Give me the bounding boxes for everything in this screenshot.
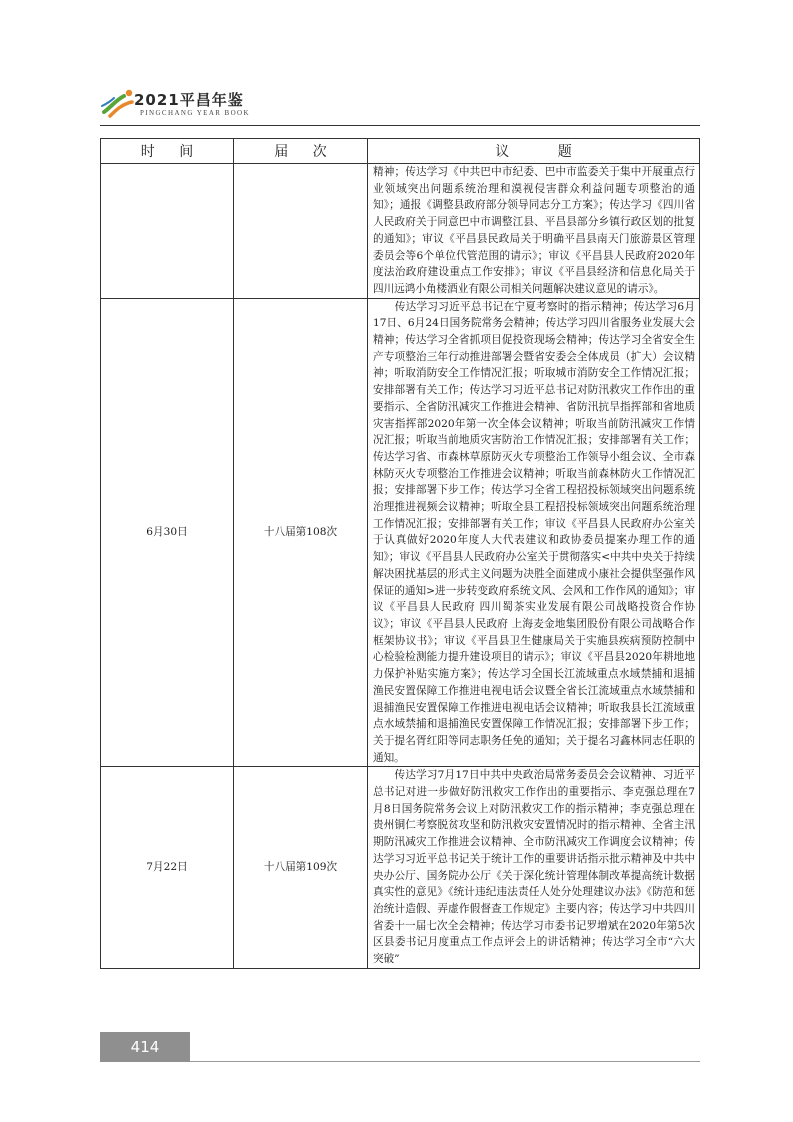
page-number: 414: [100, 1032, 190, 1062]
column-header-session: 届 次: [234, 139, 368, 164]
page-footer: [100, 1032, 700, 1062]
row-date: 6月30日: [101, 298, 234, 767]
row-date: 7月22日: [101, 767, 234, 968]
yearbook-title: 2021平昌年鉴: [134, 91, 244, 109]
page-header: [100, 86, 700, 126]
row-date: [101, 164, 234, 299]
column-header-topic: 议 题: [368, 139, 700, 164]
table-row: [101, 164, 700, 299]
row-session: [234, 164, 368, 299]
table-row: [101, 767, 700, 968]
footer-divider: [190, 1061, 700, 1062]
row-session: 十八届第109次: [234, 767, 368, 968]
row-session: 十八届第108次: [234, 298, 368, 767]
yearbook-subtitle: PINGCHANG YEAR BOOK: [140, 109, 250, 117]
meeting-topics-table: [100, 138, 700, 969]
row-topic: 传达学习7月17日中共中央政治局常务委员会会议精神、习近平总书记对进一步做好防汛救灾工作作出的重要指示、李克强总理在7月8日国务院常务会议上对防汛救灾工作的指示精神；李克强总理在贵州铜仁考察脱贫攻坚和防汛救灾安置情况时的指示精神、全省主汛期防汛减灾工作推进会议精神、全市防汛减灾工作调度会议精神；传达学习习近平总书记关于统计工作的重要讲话指示批示精神及中共中央办公厅、国务院办公厅《关于深化统计管理体制改革提高统计数据真实性的意见》《统计违纪违法责任人处分处理建议办法》《防范和惩治统计造假、弄虚作假督查工作规定》主要内容；传达学习中共四川省委十一届七次全会精神；传达学习市委书记罗增斌在2020年第5次区县委书记月度重点工作点评会上的讲话精神；传达学习全市“六大突破”: [368, 767, 700, 968]
table-header-row: [101, 139, 700, 164]
header-divider: [100, 125, 700, 126]
row-topic: 精神；传达学习《中共巴中市纪委、巴中市监委关于集中开展重点行业领域突出问题系统治理和漠视侵害群众利益问题专项整治的通知》；通报《调整县政府部分领导同志分工方案》；传达学习《四川省人民政府关于同意巴中市调整江县、平昌县部分乡镇行政区划的批复的通知》；审议《平昌县民政局关于明确平昌县南天门旅游景区管理委员会等6个单位代管范围的请示》；审议《平昌县人民政府2020年度法治政府建设重点工作安排》；审议《平昌县经济和信息化局关于四川远鸿小角楼酒业有限公司相关问题解决建议意见的请示》。: [368, 164, 700, 299]
row-topic: 传达学习习近平总书记在宁夏考察时的指示精神；传达学习6月17日、6月24日国务院常务会精神；传达学习四川省服务业发展大会精神；传达学习全省抓项目促投资现场会精神；传达学习全省安全生产专项整治三年行动推进部署会暨省安委会全体成员（扩大）会议精神；听取消防安全工作情况汇报；听取城市消防安全工作情况汇报；安排部署有关工作；传达学习习近平总书记对防汛救灾工作作出的重要指示、全省防汛减灾工作推进会精神、省防汛抗旱指挥部和省地质灾害指挥部2020年第一次全体会议精神；听取当前防汛减灾工作情况汇报；听取当前地质灾害防治工作情况汇报；安排部署有关工作；传达学习省、市森林草原防灭火专项整治工作领导小组会议、全市森林防灭火专项整治工作推进会议精神；听取当前森林防火工作情况汇报；安排部署下步工作；传达学习全省工程招投标领域突出问题系统治理推进视频会议精神；听取全县工程招投标领域突出问题系统治理工作情况汇报；安排部署有关工作；审议《平昌县人民政府办公室关于认真做好2020年度人大代表建议和政协委员提案办理工作的通知》；审议《平昌县人民政府办公室关于贯彻落实<中共中央关于持续解决困扰基层的形式主义问题为决胜全面建成小康社会提供坚强作风保证的通知>进一步转变政府系统文风、会风和工作作风的通知》；审议《平昌县人民政府 四川蜀茶实业发展有限公司战略投资合作协议》；审议《平昌县人民政府 上海麦金地集团股份有限公司战略合作框架协议书》；审议《平昌县卫生健康局关于实施县疾病预防控制中心检验检测能力提升建设项目的请示》；审议《平昌县2020年耕地地力保护补贴实施方案》；传达学习全国长江流域重点水域禁捕和退捕渔民安置保障工作推进电视电话会议暨全省长江流域重点水域禁捕和退捕渔民安置保障工作推进电视电话会议精神；听取我县长江流域重点水域禁捕和退捕渔民安置保障工作情况汇报；安排部署下步工作；关于提名胥红阳等同志职务任免的通知；关于提名习鑫林同志任职的通知。: [368, 298, 700, 767]
table-row: [101, 298, 700, 767]
column-header-date: 时 间: [101, 139, 234, 164]
